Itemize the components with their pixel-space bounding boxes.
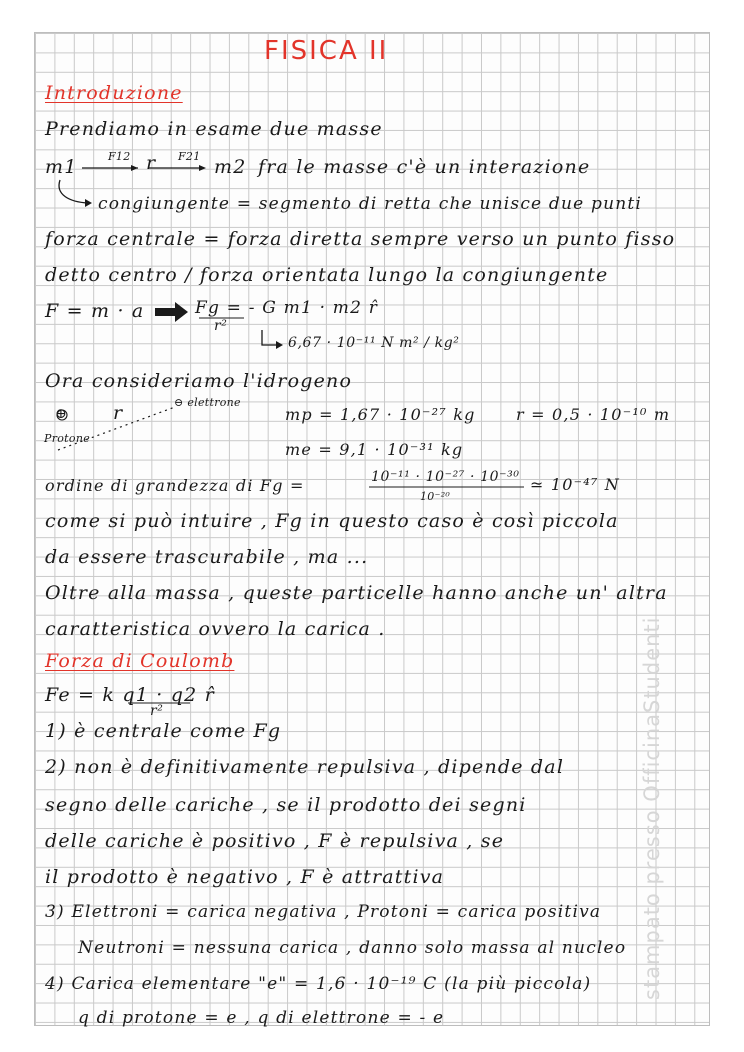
formula-gravity-denominator: r² xyxy=(214,318,228,334)
list-item: segno delle cariche , se il prodotto dei segni xyxy=(45,794,527,816)
list-item: 4) Carica elementare "e" = 1,6 · 10⁻¹⁹ C (la più piccola) xyxy=(45,974,592,994)
arrow-f21-head xyxy=(199,165,206,171)
const-arrow-head xyxy=(276,341,283,349)
arrow-f12-head xyxy=(131,165,138,171)
text-line: congiungente = segmento di retta che unisce due punti xyxy=(98,194,643,214)
formula-gravity: Fg = - G m1 · m2 r̂ xyxy=(195,298,379,318)
order-denominator: 10⁻²⁰ xyxy=(420,490,451,503)
text-line: detto centro / forza orientata lungo la congiungente xyxy=(45,264,609,286)
const-arrow xyxy=(262,330,278,345)
list-item: 2) non è definitivamente repulsiva , dipende dal xyxy=(45,756,565,778)
watermark: stampato presso OfficinaStudenti xyxy=(640,616,664,1000)
electron-label: ⊖ elettrone xyxy=(174,396,241,409)
force-f12: F12 xyxy=(108,150,131,163)
proton-label: Protone xyxy=(44,432,91,445)
list-item: 3) Elettroni = carica negativa , Protoni = carica positiva xyxy=(45,902,602,922)
bohr-radius: r = 0,5 · 10⁻¹⁰ m xyxy=(516,405,671,424)
distance-r: r xyxy=(146,152,157,174)
force-f21: F21 xyxy=(178,150,201,163)
text-line: Ora consideriamo l'idrogeno xyxy=(45,370,353,392)
section-heading-intro: Introduzione xyxy=(45,82,183,104)
curved-arrow-head xyxy=(85,199,92,207)
page-title: FISICA II xyxy=(264,36,389,66)
implies-arrow xyxy=(155,302,188,322)
order-result: ≃ 10⁻⁴⁷ N xyxy=(530,475,621,494)
list-item: q di protone = e , q di elettrone = - e xyxy=(78,1008,445,1028)
list-item: delle cariche è positivo , F è repulsiva , se xyxy=(45,830,505,852)
order-label: ordine di grandezza di Fg = xyxy=(45,476,305,495)
list-item: 1) è centrale come Fg xyxy=(45,720,282,742)
order-numerator: 10⁻¹¹ · 10⁻²⁷ · 10⁻³⁰ xyxy=(371,469,520,485)
curved-arrow xyxy=(59,180,88,203)
list-item: il prodotto è negativo , F è attrattiva xyxy=(45,866,445,888)
formula-coulomb: Fe = k q1 · q2 r̂ xyxy=(45,684,215,706)
text-line: caratteristica ovvero la carica . xyxy=(45,618,386,640)
text-line: come si può intuire , Fg in questo caso è così piccola xyxy=(45,510,619,532)
mass-m1: m1 xyxy=(45,156,78,178)
electron-mass: me = 9,1 · 10⁻³¹ kg xyxy=(285,440,464,459)
formula-coulomb-denominator: r² xyxy=(150,703,164,719)
formula-newton: F = m · a xyxy=(45,300,145,322)
proton-mass: mp = 1,67 · 10⁻²⁷ kg xyxy=(285,405,476,424)
text-line: fra le masse c'è un interazione xyxy=(258,156,591,178)
text-line: Prendiamo in esame due masse xyxy=(45,118,383,140)
list-item: Neutroni = nessuna carica , danno solo massa al nucleo xyxy=(78,938,627,958)
mass-m2: m2 xyxy=(214,156,247,178)
gravitational-constant: 6,67 · 10⁻¹¹ N m² / kg² xyxy=(288,335,460,351)
section-heading-coulomb: Forza di Coulomb xyxy=(45,650,235,672)
text-line: forza centrale = forza diretta sempre verso un punto fisso xyxy=(45,228,676,250)
text-line: da essere trascurabile , ma ... xyxy=(45,546,369,568)
text-line: Oltre alla massa , queste particelle hanno anche un' altra xyxy=(45,582,668,604)
radius-label: r xyxy=(113,402,124,424)
proton-symbol: ⊕ xyxy=(55,406,68,422)
